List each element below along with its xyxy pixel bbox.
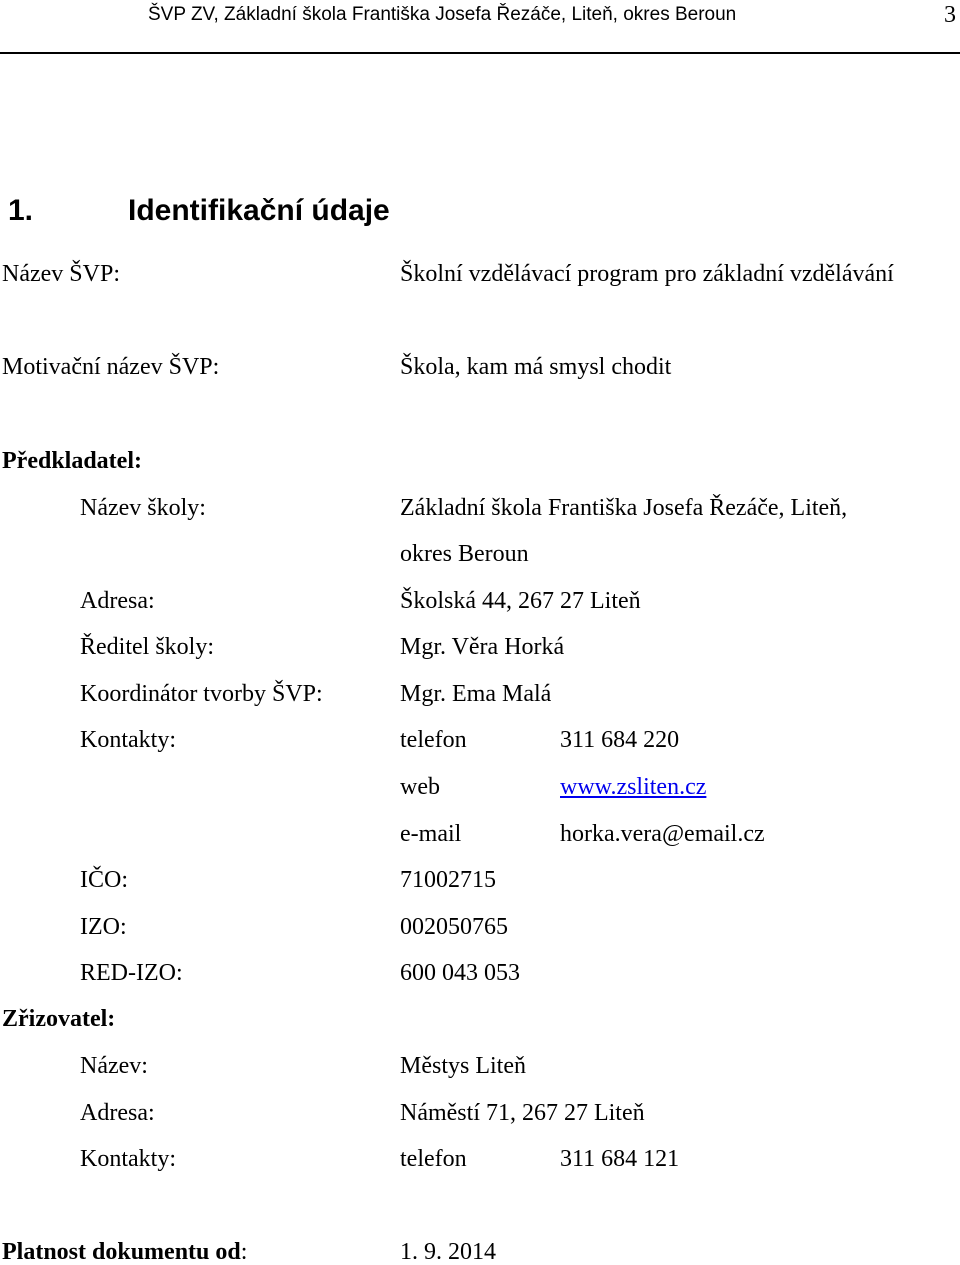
submitter-heading: Předkladatel: xyxy=(2,448,142,474)
founder-name-value: Městys Liteň xyxy=(400,1053,526,1079)
header-divider xyxy=(0,52,960,54)
school-phone-value: 311 684 220 xyxy=(560,727,680,753)
section-number: 1. xyxy=(8,194,34,227)
redizo-label: RED-IZO: xyxy=(80,960,183,986)
izo-value: 002050765 xyxy=(400,914,508,940)
founder-phone-label: telefon xyxy=(400,1146,467,1172)
founder-address-value: Náměstí 71, 267 27 Liteň xyxy=(400,1100,645,1126)
running-header: ŠVP ZV, Základní škola Františka Josefa Řezáče, Liteň, okres Beroun xyxy=(148,4,737,25)
founder-address-label: Adresa: xyxy=(80,1100,155,1126)
school-address-label: Adresa: xyxy=(80,588,155,614)
ico-label: IČO: xyxy=(80,867,128,893)
director-label: Ředitel školy: xyxy=(80,634,214,660)
validity-colon: : xyxy=(240,1239,248,1265)
coordinator-label: Koordinátor tvorby ŠVP: xyxy=(80,681,323,707)
school-web-label: web xyxy=(400,774,440,800)
school-web-link[interactable]: www.zsliten.cz xyxy=(560,774,707,800)
svp-motto-value: Škola, kam má smysl chodit xyxy=(400,354,672,380)
school-email-value: horka.vera@email.cz xyxy=(560,821,765,847)
redizo-value: 600 043 053 xyxy=(400,960,520,986)
founder-phone-value: 311 684 121 xyxy=(560,1146,680,1172)
school-phone-label: telefon xyxy=(400,727,467,753)
founder-heading: Zřizovatel: xyxy=(2,1006,116,1032)
coordinator-value: Mgr. Ema Malá xyxy=(400,681,552,707)
section-title: Identifikační údaje xyxy=(128,194,390,227)
ico-value: 71002715 xyxy=(400,867,496,893)
validity-label-row xyxy=(2,1240,247,1264)
page-number: 3 xyxy=(944,2,956,28)
school-email-label: e-mail xyxy=(400,821,462,847)
school-address-value: Školská 44, 267 27 Liteň xyxy=(400,588,641,614)
validity-label: Platnost dokumentu od xyxy=(2,1239,241,1265)
svp-motto-label: Motivační název ŠVP: xyxy=(2,354,220,380)
izo-label: IZO: xyxy=(80,914,127,940)
svp-name-value: Školní vzdělávací program pro základní vzdělávání xyxy=(400,261,894,287)
school-name-value-line2: okres Beroun xyxy=(400,541,529,567)
validity-date: 1. 9. 2014 xyxy=(400,1239,496,1265)
school-contacts-label: Kontakty: xyxy=(80,727,176,753)
founder-name-label: Název: xyxy=(80,1053,148,1079)
founder-contacts-label: Kontakty: xyxy=(80,1146,176,1172)
school-name-value: Základní škola Františka Josefa Řezáče, Liteň, xyxy=(400,495,848,521)
school-name-label: Název školy: xyxy=(80,495,206,521)
director-value: Mgr. Věra Horká xyxy=(400,634,565,660)
svp-name-label: Název ŠVP: xyxy=(2,261,120,287)
